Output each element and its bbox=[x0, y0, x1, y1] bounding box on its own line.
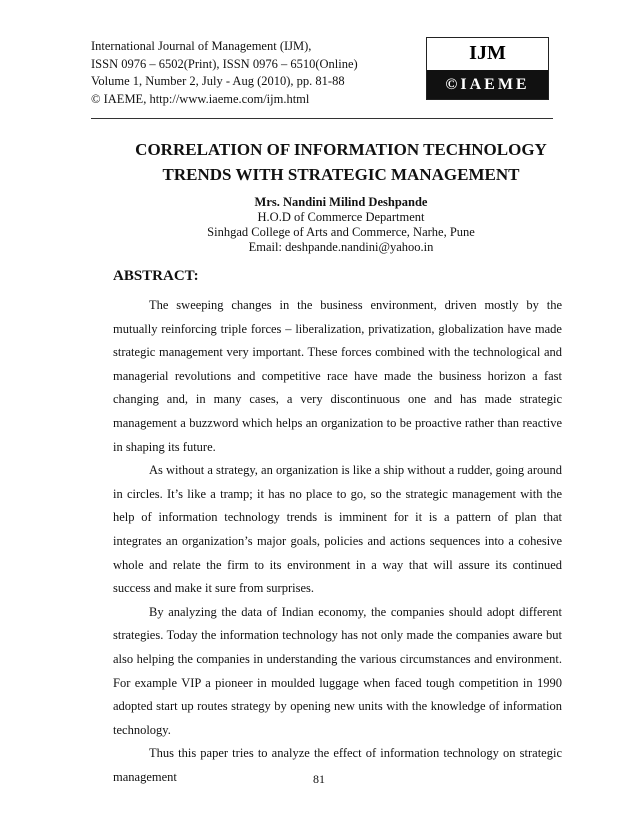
journal-issn: ISSN 0976 – 6502(Print), ISSN 0976 – 6510(Online) bbox=[91, 56, 358, 71]
journal-logo bbox=[426, 37, 549, 100]
author-email: Email: deshpande.nandini@yahoo.in bbox=[248, 240, 434, 254]
abstract-body bbox=[113, 294, 562, 789]
journal-name: International Journal of Management (IJM), bbox=[91, 39, 312, 53]
journal-header bbox=[91, 38, 358, 108]
abstract-paragraph: The sweeping changes in the business environment, driven mostly by the mutually reinforcing triple forces – liberalization, privatization, globalization have made strategic management very important. These forces combined with the technological and managerial revolutions and competitive race have made the business horizon a fast changing and, in many cases, a very discontinuous one and has made strategic management a buzzword which helps an organization to be proactive rather than reactive in shaping its future. bbox=[113, 298, 562, 454]
journal-copyright: © IAEME, http://www.iaeme.com/ijm.html bbox=[91, 91, 310, 106]
author-institution: Sinhgad College of Arts and Commerce, Narhe, Pune bbox=[207, 225, 475, 239]
paper-title-line-1: CORRELATION OF INFORMATION TECHNOLOGY bbox=[135, 140, 547, 159]
abstract-paragraph: Thus this paper tries to analyze the effect of information technology on strategic management bbox=[113, 746, 562, 784]
logo-ijm-text: IJM bbox=[469, 42, 506, 64]
paper-title-line-2: TRENDS WITH STRATEGIC MANAGEMENT bbox=[162, 165, 520, 184]
author-position: H.O.D of Commerce Department bbox=[257, 210, 425, 224]
abstract-paragraph: As without a strategy, an organization is like a ship without a rudder, going around in circles. It’s like a tramp; it has no place to go, so the strategic management with the help of information technology trends is imminent for it is a pattern of plan that integrates an organization’s major goals, policies and actions sequences into a cohesive whole and relate the firm to its environment in a way that will assure its continued success and make it sure from surprises. bbox=[113, 463, 562, 596]
logo-iaeme-text: ©IAEME bbox=[427, 70, 548, 99]
journal-volume: Volume 1, Number 2, July - Aug (2010), pp. 81-88 bbox=[91, 74, 345, 88]
abstract-heading: ABSTRACT: bbox=[113, 268, 199, 284]
abstract-paragraph: By analyzing the data of Indian economy, the companies should adopt different strategies. Today the information technology has not only made the companies aware but also helping the companies in understanding the various circumstances and environment. For example VIP a pioneer in moulded luggage when faced tough competition in 1990 adopted start up routes strategy by opening new units with the knowledge of information technology. bbox=[113, 604, 562, 737]
page-number: 81 bbox=[313, 772, 325, 786]
header-divider bbox=[91, 118, 553, 119]
author-name: Mrs. Nandini Milind Deshpande bbox=[254, 195, 428, 209]
